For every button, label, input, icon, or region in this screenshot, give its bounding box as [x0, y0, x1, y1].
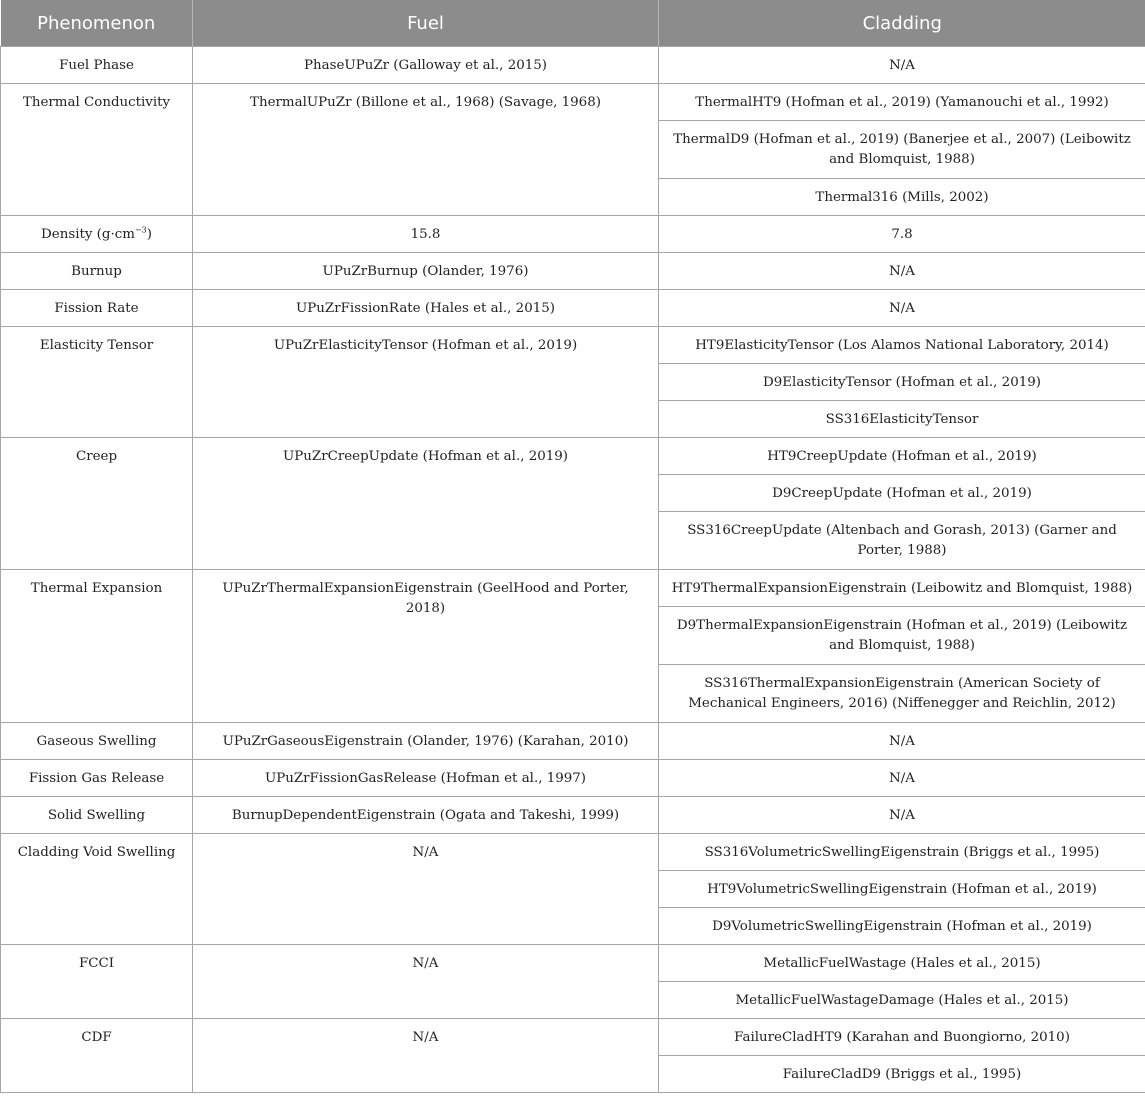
- fuel-cell: N/A: [193, 834, 659, 945]
- table-row: [1, 84, 1145, 121]
- fuel-cell: UPuZrElasticityTensor (Hofman et al., 2019): [193, 327, 659, 438]
- fuel-cell: UPuZrBurnup (Olander, 1976): [193, 253, 659, 290]
- phenomenon-cell: Solid Swelling: [1, 797, 193, 834]
- cladding-cell: 7.8: [659, 216, 1145, 253]
- cladding-cell: HT9CreepUpdate (Hofman et al., 2019): [659, 438, 1145, 475]
- cladding-cell: ThermalHT9 (Hofman et al., 2019) (Yamanouchi et al., 1992): [659, 84, 1145, 121]
- table-row: [1, 290, 1145, 327]
- header-phenomenon: Phenomenon: [1, 0, 193, 47]
- table-row: [1, 253, 1145, 290]
- table-row: [1, 797, 1145, 834]
- fuel-cell: 15.8: [193, 216, 659, 253]
- cladding-cell: N/A: [659, 253, 1145, 290]
- table-row: [1, 438, 1145, 475]
- cladding-cell: N/A: [659, 290, 1145, 327]
- cladding-cell: HT9VolumetricSwellingEigenstrain (Hofman et al., 2019): [659, 871, 1145, 908]
- phenomenon-cell: Fuel Phase: [1, 47, 193, 84]
- cladding-cell: SS316ThermalExpansionEigenstrain (American Society of Mechanical Engineers, 2016) (Niffenegger and Reichlin, 2012): [659, 665, 1145, 723]
- phenomenon-cell: CDF: [1, 1019, 193, 1093]
- fuel-cell: N/A: [193, 1019, 659, 1093]
- fuel-cell: N/A: [193, 945, 659, 1019]
- cladding-cell: ThermalD9 (Hofman et al., 2019) (Banerjee et al., 2007) (Leibowitz and Blomquist, 1988): [659, 121, 1145, 179]
- fuel-cell: UPuZrThermalExpansionEigenstrain (GeelHood and Porter, 2018): [193, 570, 659, 723]
- cladding-cell: HT9ElasticityTensor (Los Alamos National Laboratory, 2014): [659, 327, 1145, 364]
- table-row: [1, 1019, 1145, 1056]
- density-label: Density (g·cm: [41, 227, 135, 242]
- cladding-cell: HT9ThermalExpansionEigenstrain (Leibowitz and Blomquist, 1988): [659, 570, 1145, 607]
- fuel-cell: UPuZrCreepUpdate (Hofman et al., 2019): [193, 438, 659, 570]
- table-row: [1, 834, 1145, 871]
- cladding-cell: N/A: [659, 723, 1145, 760]
- fuel-cell: UPuZrGaseousEigenstrain (Olander, 1976) (Karahan, 2010): [193, 723, 659, 760]
- header-fuel: Fuel: [193, 0, 659, 47]
- cladding-cell: SS316ElasticityTensor: [659, 401, 1145, 438]
- table-row: [1, 327, 1145, 364]
- table-row: [1, 216, 1145, 253]
- table-row: [1, 760, 1145, 797]
- fuel-cell: UPuZrFissionGasRelease (Hofman et al., 1997): [193, 760, 659, 797]
- fuel-cell: PhaseUPuZr (Galloway et al., 2015): [193, 47, 659, 84]
- cladding-cell: N/A: [659, 47, 1145, 84]
- header-row: [1, 0, 1145, 47]
- phenomenon-cell: Burnup: [1, 253, 193, 290]
- cladding-cell: FailureCladD9 (Briggs et al., 1995): [659, 1056, 1145, 1093]
- cladding-cell: N/A: [659, 760, 1145, 797]
- table-row: [1, 723, 1145, 760]
- cladding-cell: D9ElasticityTensor (Hofman et al., 2019): [659, 364, 1145, 401]
- phenomenon-cell: Creep: [1, 438, 193, 570]
- table-row: [1, 570, 1145, 607]
- cladding-cell: Thermal316 (Mills, 2002): [659, 179, 1145, 216]
- cladding-cell: D9VolumetricSwellingEigenstrain (Hofman et al., 2019): [659, 908, 1145, 945]
- cladding-cell: SS316CreepUpdate (Altenbach and Gorash, 2013) (Garner and Porter, 1988): [659, 512, 1145, 570]
- fuel-cell: BurnupDependentEigenstrain (Ogata and Takeshi, 1999): [193, 797, 659, 834]
- table-row: [1, 47, 1145, 84]
- cladding-cell: MetallicFuelWastageDamage (Hales et al., 2015): [659, 982, 1145, 1019]
- phenomenon-cell: Thermal Expansion: [1, 570, 193, 723]
- phenomenon-cell: Elasticity Tensor: [1, 327, 193, 438]
- cladding-cell: D9CreepUpdate (Hofman et al., 2019): [659, 475, 1145, 512]
- cladding-cell: D9ThermalExpansionEigenstrain (Hofman et al., 2019) (Leibowitz and Blomquist, 1988): [659, 607, 1145, 665]
- phenomenon-cell: Thermal Conductivity: [1, 84, 193, 216]
- phenomenon-cell: Fission Gas Release: [1, 760, 193, 797]
- header-cladding: Cladding: [659, 0, 1145, 47]
- table-row: [1, 945, 1145, 982]
- cladding-cell: FailureCladHT9 (Karahan and Buongiorno, 2010): [659, 1019, 1145, 1056]
- cladding-cell: MetallicFuelWastage (Hales et al., 2015): [659, 945, 1145, 982]
- density-label-close: ): [146, 227, 152, 242]
- phenomenon-cell: Fission Rate: [1, 290, 193, 327]
- phenomenon-cell: [1, 216, 193, 253]
- phenomenon-cell: Cladding Void Swelling: [1, 834, 193, 945]
- cladding-cell: N/A: [659, 797, 1145, 834]
- cladding-cell: SS316VolumetricSwellingEigenstrain (Briggs et al., 1995): [659, 834, 1145, 871]
- fuel-cell: ThermalUPuZr (Billone et al., 1968) (Savage, 1968): [193, 84, 659, 216]
- density-unit-exponent: −3: [134, 225, 147, 235]
- fuel-cell: UPuZrFissionRate (Hales et al., 2015): [193, 290, 659, 327]
- phenomenon-cell: FCCI: [1, 945, 193, 1019]
- phenomenon-cell: Gaseous Swelling: [1, 723, 193, 760]
